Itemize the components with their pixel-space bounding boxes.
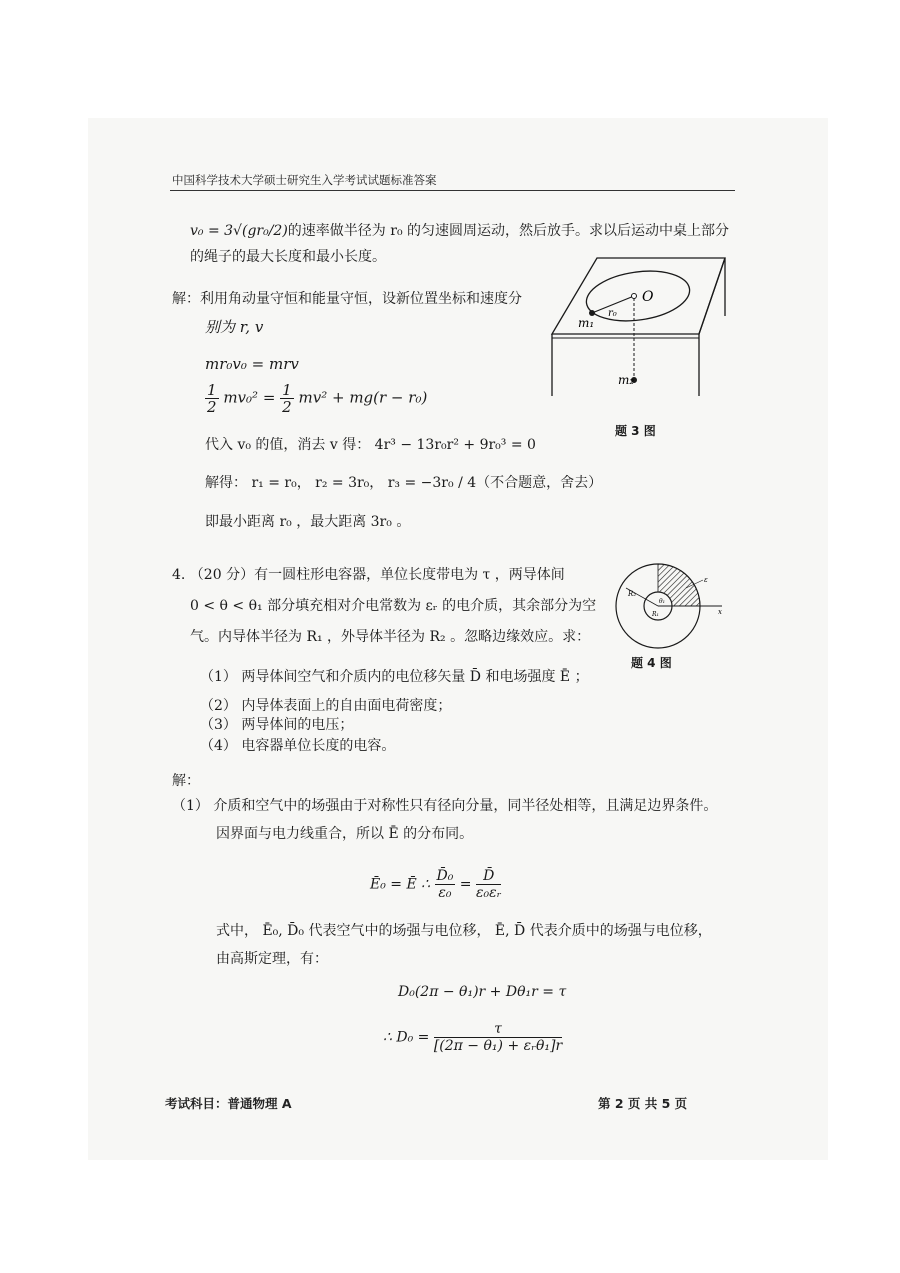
q3-roots: 解得： r₁ = r₀， r₂ = 3r₀， r₃ = −3r₀ / 4（不合题意，舍去） (205, 475, 603, 491)
q3-figure (550, 256, 730, 446)
table-edge (699, 258, 725, 334)
eqA-lhs: Ē₀ = Ē ∴ (370, 876, 431, 893)
frac-den: 2 (282, 398, 292, 416)
center-point (632, 294, 637, 299)
q3-condition-formula: v₀ = 3√(gr₀/2) (190, 223, 288, 239)
q4-item-1: （1） 两导体间空气和介质内的电位移矢量 D̄ 和电场强度 Ē ； (200, 669, 589, 685)
q4-item-2: （2） 内导体表面上的自由面电荷密度； (200, 698, 452, 714)
frac-num: D̄ (476, 868, 502, 885)
eqA-frac2 (476, 868, 502, 901)
q3-eq1: mr₀v₀ = mrv (205, 355, 299, 373)
q4-eqB: D₀(2π − θ₁)r + Dθ₁r = τ (398, 984, 567, 1000)
q4-figure-caption: 题 4 图 (631, 656, 672, 670)
q3-solution-intro: 解：利用角动量守恒和能量守恒，设新位置坐标和速度分 (172, 291, 522, 307)
q4-item-3: （3） 两导体间的电压； (200, 717, 354, 733)
label-O: O (642, 289, 654, 305)
q4-item-4: （4） 电容器单位长度的电容。 (200, 738, 396, 754)
q3-eq2 (205, 382, 427, 415)
q3-eq2-frac-left (205, 382, 219, 415)
label-m2: m₂ (618, 373, 635, 387)
circle-path (583, 265, 693, 327)
q3-condition-text: 的速率做半径为 r₀ 的匀速圆周运动，然后放手。求以后运动中桌上部分 (287, 223, 730, 239)
label-R2: R₂ (628, 590, 637, 598)
frac-den: [(2π − θ₁) + εᵣθ₁]r (433, 1038, 563, 1054)
label-theta: θ₁ (659, 598, 666, 605)
eqC-frac (434, 1021, 562, 1054)
q4-eqC (383, 1021, 562, 1054)
label-r0: r₀ (608, 308, 617, 319)
q4-figure (606, 560, 726, 650)
label-m1: m₁ (578, 316, 595, 330)
frac-den: 2 (207, 398, 217, 416)
label-eps: ε (704, 576, 708, 584)
header-title: 中国科学技术大学硕士研究生入学考试试题标准答案 (172, 173, 437, 187)
q4-stem-line1: 4. （20 分）有一圆柱形电容器，单位长度带电为 τ ，两导体间 (172, 567, 565, 583)
eqC-lhs: ∴ D₀ = (383, 1029, 430, 1046)
q3-substitute: 代入 v₀ 的值，消去 v 得： 4r³ − 13r₀r² + 9r₀³ = 0 (205, 437, 536, 453)
q3-condition-line1 (190, 222, 729, 240)
header-rule (170, 190, 735, 191)
frac-den: ε₀εᵣ (475, 885, 502, 901)
label-x: x (718, 608, 722, 616)
q3-conclusion: 即最小距离 r₀ ，最大距离 3r₀ 。 (205, 514, 411, 530)
q4-stem-line3: 气。内导体半径为 R₁ ，外导体半径为 R₂ 。忽略边缘效应。求： (190, 629, 591, 645)
q4-stem-line2: 0 < θ < θ₁ 部分填充相对介电常数为 εᵣ 的电介质，其余部分为空 (190, 598, 597, 614)
eqA-equals: = (459, 876, 472, 893)
eqA-frac1 (435, 868, 456, 901)
q3-condition-line2: 的绳子的最大长度和最小长度。 (190, 249, 386, 265)
frac-num: 1 (282, 381, 292, 399)
frac-num: D̄₀ (436, 868, 454, 884)
q4-solution-line4: 由高斯定理，有： (216, 951, 328, 967)
q4-solution-line2: 因界面与电力线重合，所以 Ē 的分布同。 (216, 826, 474, 842)
q4-solution-head: 解： (172, 773, 200, 789)
q3-solution-intro2: 别为 r, v (205, 318, 264, 336)
q3-eq2-frac-right (280, 382, 294, 415)
q4-solution-line3: 式中， Ē₀, D̄₀ 代表空气中的场强与电位移， Ē, D̄ 代表介质中的场强与电位移， (216, 923, 712, 939)
q4-solution-line1: （1） 介质和空气中的场强由于对称性只有径向分量，同半径处相等，且满足边界条件。 (172, 798, 718, 814)
q3-eq2-rhs: mv² + mg(r − r₀) (298, 388, 428, 407)
footer-page: 第 2 页 共 5 页 (598, 1096, 688, 1111)
footer-subject: 考试科目：普通物理 A (165, 1096, 292, 1111)
label-R1: R₁ (652, 611, 659, 618)
q3-eq2-lhs: mv₀² = (223, 388, 276, 407)
q3-figure-caption: 题 3 图 (615, 424, 656, 438)
frac-num: 1 (207, 381, 217, 399)
frac-den: ε₀ (438, 885, 452, 901)
q4-eqA (370, 868, 501, 901)
frac-num: τ (434, 1021, 562, 1038)
